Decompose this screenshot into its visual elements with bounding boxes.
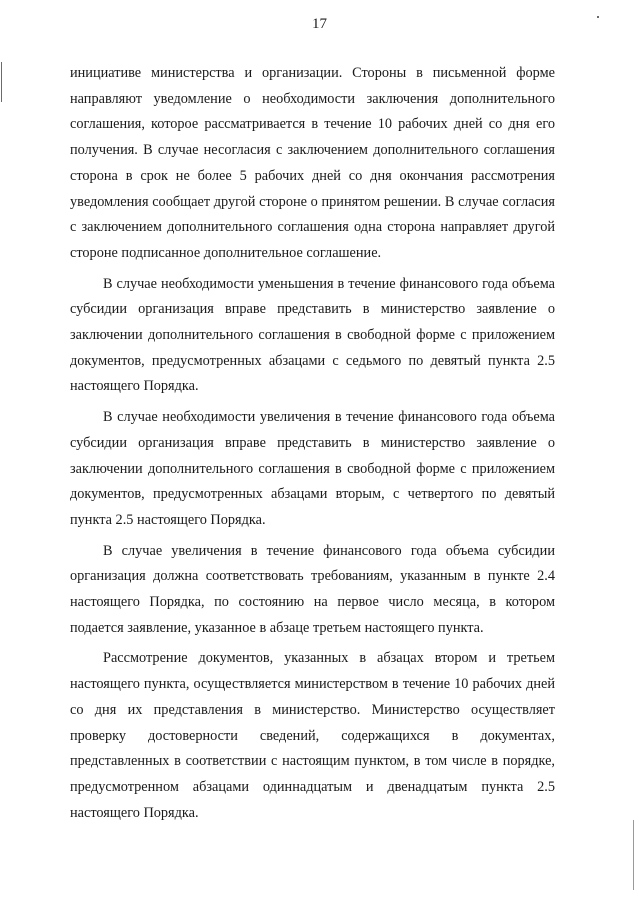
text-line: В случае необходимости увеличения в течение финансового года [103, 409, 508, 426]
text-line: с приложением документов, предусмотренных абзацами с седьмого по [70, 327, 555, 369]
text-line: документах, представленных в соответствии с настоящим пунктом, в том [70, 727, 555, 770]
paragraph-increase-subsidy [70, 405, 555, 534]
text-line: дней со дня их представления в министерство. Министерство [70, 676, 555, 718]
text-line: настоящего Порядка, по состоянию на первое число месяца, в котором [70, 594, 555, 611]
text-line: девятый пункта 2.5 настоящего Порядка. [70, 352, 556, 395]
paragraph-increase-requirements [70, 539, 555, 642]
document-body [70, 61, 555, 826]
text-line: осуществляет проверку достоверности сведений, содержащихся в [70, 701, 556, 744]
text-line: В случае необходимости уменьшения в течение финансового года [103, 275, 508, 292]
text-line: инициативе министерства и организации. Стороны в письменной форме [70, 65, 555, 81]
text-line: соглашение. [306, 244, 382, 261]
text-line: получения. В случае несогласия с заключением дополнительного [70, 142, 479, 159]
text-line: организация должна соответствовать требованиям, указанным в пункте 2.4 [70, 568, 555, 585]
text-line: объема субсидии организация вправе представить в министерство [70, 275, 555, 318]
text-line: заявление о заключении дополнительного соглашения в свободной форме [70, 301, 555, 344]
text-line: заявление о заключении дополнительного соглашения в свободной форме [70, 434, 555, 477]
scan-edge-mark-top-right [597, 16, 599, 18]
text-line: сторона направляет другой стороне подписанное дополнительное [70, 219, 556, 261]
paragraph-decrease-subsidy [70, 272, 555, 401]
text-line: числе в порядке, предусмотренном абзацами одиннадцатым и двенадцатым [70, 753, 556, 795]
text-line: соглашения сторона в срок не более 5 рабочих дней со дня окончания [70, 142, 555, 184]
text-line: Рассмотрение документов, указанных в абзацах втором и третьем [103, 650, 555, 667]
text-line: пункта 2.5 настоящего Порядка. [70, 778, 556, 821]
text-line: рассмотрения уведомления сообщает другой стороне о принятом решении. [70, 167, 555, 210]
page-number: 17 [312, 16, 327, 32]
text-line: В случае согласия с заключением дополнительного соглашения одна [70, 193, 556, 236]
paragraph-document-review [70, 646, 555, 826]
text-line: объема субсидии организация вправе представить в министерство [70, 409, 555, 451]
paragraph-continuation [70, 61, 555, 267]
text-line: настоящего пункта, осуществляется министерством в течение 10 рабочих [70, 676, 523, 693]
text-line: В случае увеличения в течение финансового года объема субсидии [103, 542, 555, 559]
text-line: соглашения, которое рассматривается в течение 10 рабочих дней со дня его [70, 116, 555, 133]
scan-edge-mark-right [633, 820, 634, 890]
text-line: с приложением документов, предусмотренных абзацами вторым, с [70, 460, 555, 503]
text-line: направляют уведомление о необходимости заключения дополнительного [70, 90, 555, 107]
scan-edge-mark-left [1, 62, 2, 102]
text-line: четвертого по девятый пункта 2.5 настоящего Порядка. [70, 486, 555, 528]
text-line: подается заявление, указанное в абзаце третьем настоящего пункта. [70, 619, 484, 636]
